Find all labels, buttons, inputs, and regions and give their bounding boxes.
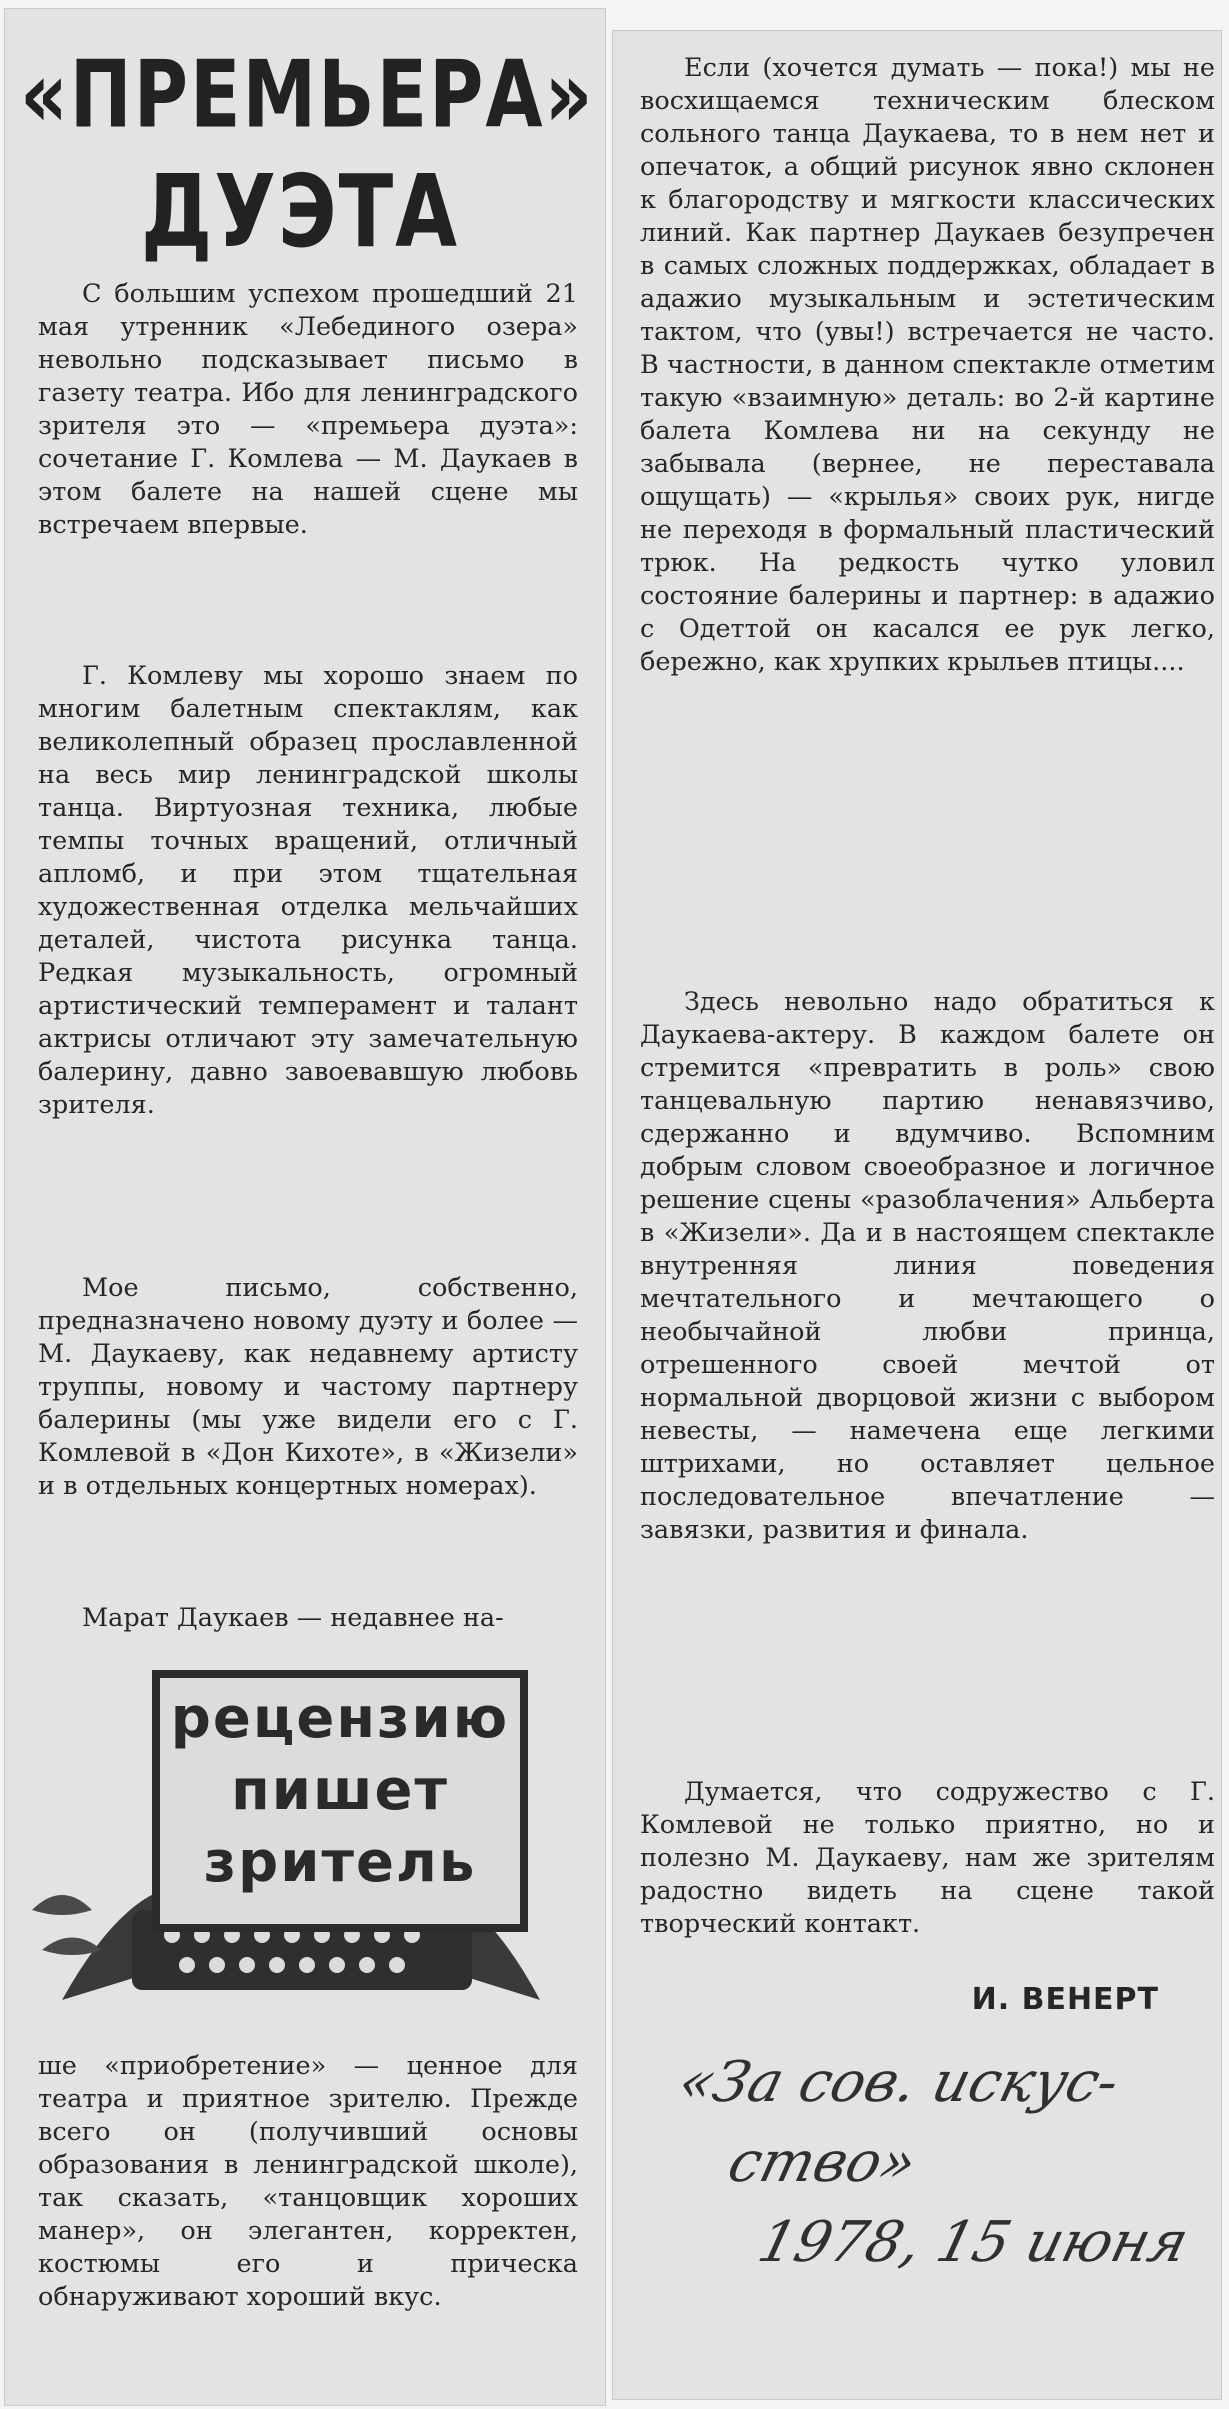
article-paragraph: ше «приобретение» — ценное для театра и приятное зрителю. Прежде всего он (получивший основы образования в ленинградской школе), так сказать, «танцовщик хороших манер», он элегантен, корректен, костюмы его и прическа обнаруживают хороший вкус.	[38, 2051, 578, 2312]
headline-line-2: ДУЭТА	[140, 153, 460, 270]
article-paragraph: Если (хочется думать — пока!) мы не восхищаемся техническим блеском сольного танца Даукаева, то в нем нет и опечаток, а общий рисунок явно склонен к благородству и мягкости классических линий. Как партнер Даукаев безупречен в самых сложных поддержках, обладает в адажио музыкальным и эстетическим тактом, что (увы!) встречается не часто. В частности, в данном спектакле отметим такую «взаимную» деталь: во 2-й картине балета Комлева ни на секунду не забывала (вернее, не переставала ощущать) — «крылья» своих рук, нигде не переходя в формальный пластический трюк. На редкость чутко уловил состояние балерины и партнер: в адажио с Одеттой он касался ее рук легко, бережно, как хрупких крыльев птицы....	[640, 53, 1215, 677]
handwritten-line-1: «За сов. искус-	[671, 2050, 1126, 2115]
article-paragraph: Марат Даукаев — недавнее на-	[82, 1603, 504, 1633]
article-paragraph: Г. Комлеву мы хорошо знаем по многим балетным спектаклям, как великолепный образец прославленной на весь мир ленинградской школы танца. Виртуозная техника, любые темпы точных вращений, отличный апломб, и при этом тщательная художественная отделка мельчайших деталей, чистота рисунка танца. Редкая музыкальность, огромный артистический темперамент и талант актрисы отличают эту замечательную балерину, давно завоевавшую любовь зрителя.	[38, 661, 578, 1120]
article-paragraph: Думается, что содружество с Г. Комлевой не только приятно, но и полезно М. Даукаеву, нам же зрителям радостно видеть на сцене такой творческий контакт.	[640, 1777, 1215, 1939]
stamp-line-2: пишет	[231, 1758, 449, 1823]
handwritten-source-note	[650, 2030, 1210, 2300]
reader-review-stamp	[22, 1660, 580, 2010]
article-paragraph: Мое письмо, собственно, предназначено новому дуэту и более — М. Даукаеву, как недавнему артисту труппы, новому и частому партнеру балерины (мы уже видели его с Г. Комлевой в «Дон Кихоте», в «Жизели» и в отдельных концертных номерах).	[38, 1273, 578, 1501]
stamp-line-1: рецензию	[170, 1686, 510, 1751]
stamp-line-3: зритель	[203, 1830, 477, 1895]
handwritten-line-2: ство»	[721, 2130, 924, 2195]
handwritten-line-3: 1978, 15 июня	[751, 2210, 1195, 2275]
stamp-frame	[152, 1670, 528, 1932]
article-paragraph: Здесь невольно надо обратиться к Даукаева-актеру. В каждом балете он стремится «превратить в роль» свою танцевальную партию ненавязчиво, сдержанно и вдумчиво. Вспомним добрым словом своеобразное и логичное решение сцены «разоблачения» Альберта в «Жизели». Да и в настоящем спектакле внутренняя линия поведения мечтательного и мечтающего о необычайной любви принца, отрешенного своей мечтой от нормальной дворцовой жизни с выбором невесты, — намечена еще легкими штрихами, но оставляет цельное последовательное впечатление — завязки, развития и финала.	[640, 987, 1215, 1545]
headline-line-1: «ПРЕМЬЕРА»	[20, 41, 595, 149]
author-signature: И. ВЕНЕРТ	[971, 1982, 1159, 2017]
column-gap	[606, 0, 612, 2409]
article-paragraph: С большим успехом прошедший 21 мая утренник «Лебединого озера» невольно подсказывает письмо в газету театра. Ибо для ленинградского зрителя это — «премьера дуэта»: сочетание Г. Комлева — М. Даукаев в этом балете на нашей сцене мы встречаем впервые.	[38, 279, 578, 540]
